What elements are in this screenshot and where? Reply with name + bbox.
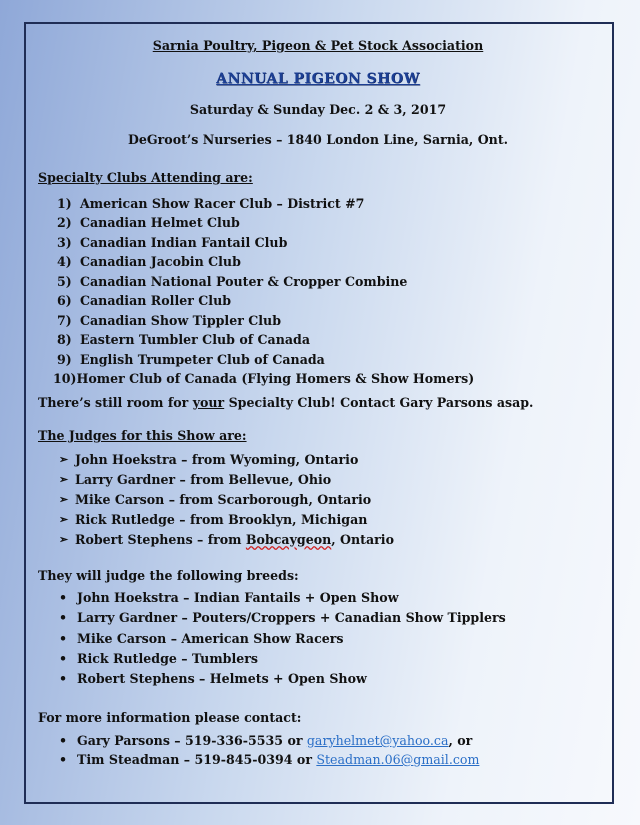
list-number: 4) bbox=[57, 254, 72, 269]
list-number: 1) bbox=[57, 195, 72, 211]
list-item bbox=[59, 629, 598, 649]
list-number: 9) bbox=[57, 351, 72, 367]
contact-text: , or bbox=[448, 733, 473, 748]
show-dates: Saturday & Sunday Dec. 2 & 3, 2017 bbox=[189, 102, 447, 117]
breed-assignment: Larry Gardner – Pouters/Croppers + Canadian Show Tipplers bbox=[77, 610, 506, 626]
club-name: Canadian Roller Club bbox=[80, 293, 232, 308]
club-name: Homer Club of Canada (Flying Homers & Show Homers) bbox=[76, 371, 475, 386]
email-link[interactable]: Steadman.06@gmail.com bbox=[316, 752, 480, 767]
bullet-icon: • bbox=[59, 650, 68, 666]
club-name: English Trumpeter Club of Canada bbox=[80, 351, 325, 367]
room-notice-text: There’s still room for bbox=[38, 394, 193, 410]
list-number: 2) bbox=[57, 215, 72, 230]
show-title: ANNUAL PIGEON SHOW bbox=[216, 70, 420, 87]
arrow-bullet-icon: ➢ bbox=[59, 513, 69, 527]
contacts-list bbox=[38, 731, 598, 769]
breeds-heading: They will judge the following breeds: bbox=[38, 567, 299, 583]
arrow-bullet-icon: ➢ bbox=[59, 452, 69, 466]
club-name: American Show Racer Club – District #7 bbox=[80, 195, 365, 211]
bullet-icon: • bbox=[59, 590, 68, 606]
contact-entry bbox=[77, 731, 472, 750]
list-number: 7) bbox=[57, 312, 72, 328]
clubs-heading: Specialty Clubs Attending are: bbox=[38, 170, 253, 185]
club-name: Canadian National Pouter & Cropper Combine bbox=[80, 273, 408, 289]
list-item bbox=[53, 369, 598, 389]
list-item bbox=[59, 470, 598, 490]
list-item bbox=[59, 450, 598, 470]
list-item bbox=[59, 669, 598, 689]
list-item bbox=[59, 530, 598, 550]
club-name: Eastern Tumbler Club of Canada bbox=[80, 332, 310, 347]
list-item bbox=[57, 213, 598, 233]
flyer-content bbox=[38, 36, 598, 769]
breed-assignment: Rick Rutledge – Tumblers bbox=[77, 650, 258, 666]
contact-entry bbox=[77, 750, 479, 769]
list-item bbox=[57, 252, 598, 272]
list-number: 3) bbox=[57, 234, 72, 250]
email-link[interactable]: garyhelmet@yahoo.ca bbox=[306, 733, 449, 748]
bullet-icon: • bbox=[59, 671, 68, 687]
list-item bbox=[59, 490, 598, 510]
organization-name: Sarnia Poultry, Pigeon & Pet Stock Association bbox=[152, 38, 484, 53]
club-name: Canadian Jacobin Club bbox=[80, 254, 241, 269]
list-item bbox=[57, 330, 598, 350]
judges-list bbox=[38, 450, 598, 551]
list-item bbox=[57, 194, 598, 214]
bullet-icon: • bbox=[59, 610, 68, 626]
list-number: 5) bbox=[57, 273, 72, 289]
list-item bbox=[57, 311, 598, 331]
spellcheck-flagged-word: Bobcaygeon bbox=[245, 532, 332, 548]
room-notice bbox=[38, 393, 598, 413]
bullet-icon: • bbox=[59, 752, 68, 767]
show-venue: DeGroot’s Nurseries – 1840 London Line, Sarnia, Ont. bbox=[127, 131, 509, 147]
club-name: Canadian Show Tippler Club bbox=[80, 312, 282, 328]
judge-entry bbox=[75, 530, 394, 550]
contact-text: Tim Steadman – 519-845-0394 or bbox=[77, 752, 317, 767]
judge-entry: John Hoekstra – from Wyoming, Ontario bbox=[75, 451, 359, 467]
clubs-list bbox=[38, 194, 598, 389]
breed-assignment: Robert Stephens – Helmets + Open Show bbox=[77, 671, 367, 687]
list-number: 10) bbox=[53, 371, 77, 386]
judges-heading: The Judges for this Show are: bbox=[38, 428, 247, 443]
contact-text: Gary Parsons – 519-336-5535 or bbox=[77, 733, 307, 748]
list-item bbox=[57, 291, 598, 311]
breed-assignment: Mike Carson – American Show Racers bbox=[77, 630, 344, 646]
judge-entry-text: , Ontario bbox=[331, 532, 394, 548]
arrow-bullet-icon: ➢ bbox=[59, 492, 69, 506]
club-name: Canadian Indian Fantail Club bbox=[80, 234, 288, 250]
list-item bbox=[59, 588, 598, 608]
list-item bbox=[59, 649, 598, 669]
breeds-list bbox=[38, 588, 598, 689]
club-name: Canadian Helmet Club bbox=[80, 215, 240, 230]
list-number: 8) bbox=[57, 332, 72, 347]
list-item bbox=[57, 233, 598, 253]
arrow-bullet-icon: ➢ bbox=[59, 472, 69, 486]
judge-entry-text: Robert Stephens – from bbox=[75, 532, 246, 548]
list-number: 6) bbox=[57, 293, 72, 308]
room-notice-emphasis: your bbox=[192, 394, 225, 410]
judge-entry: Mike Carson – from Scarborough, Ontario bbox=[75, 491, 372, 507]
list-item bbox=[59, 731, 598, 750]
list-item bbox=[59, 750, 598, 769]
list-item bbox=[59, 510, 598, 530]
breed-assignment: John Hoekstra – Indian Fantails + Open Show bbox=[77, 590, 399, 606]
room-notice-text: Specialty Club! Contact Gary Parsons asap. bbox=[224, 394, 534, 410]
bullet-icon: • bbox=[59, 630, 68, 646]
list-item bbox=[57, 350, 598, 370]
list-item bbox=[59, 608, 598, 628]
bullet-icon: • bbox=[59, 733, 68, 748]
arrow-bullet-icon: ➢ bbox=[59, 533, 69, 547]
list-item bbox=[57, 272, 598, 292]
contact-heading: For more information please contact: bbox=[38, 709, 302, 725]
judge-entry: Larry Gardner – from Bellevue, Ohio bbox=[75, 471, 332, 487]
judge-entry: Rick Rutledge – from Brooklyn, Michigan bbox=[75, 512, 368, 528]
